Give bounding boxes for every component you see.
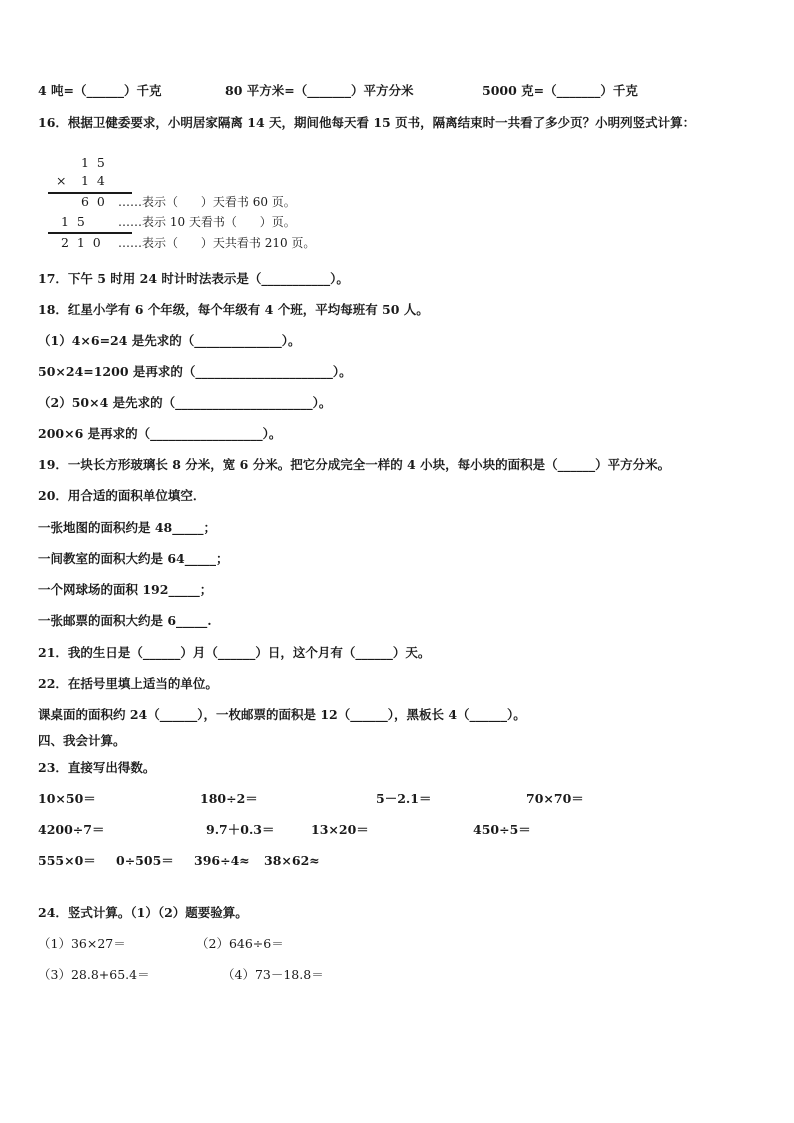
- calc-note-3: ……表示（ ）天共看书 210 页。: [118, 236, 316, 250]
- q17-question: 17．下午 5 时用 24 时计时法表示是（___________）。: [38, 271, 349, 286]
- calc-row-partial-1: 6 0: [81, 194, 105, 209]
- q22-question: 22．在括号里填上适当的单位。: [38, 676, 218, 691]
- calc-row-multiplier: 1 4: [81, 173, 105, 188]
- q16-question: 16．根据卫健委要求，小明居家隔离 14 天，期间他每天看 15 页书，隔离结束时一共看了多少页？小明列竖式计算：: [38, 115, 696, 130]
- q21-question: 21．我的生日是（______）月（______）日，这个月有（______）天。: [38, 645, 431, 660]
- calc-note-1: ……表示（ ）天看书 60 页。: [118, 195, 296, 209]
- q20-question: 20．用合适的面积单位填空．: [38, 488, 206, 503]
- calc-divider-line-2: [48, 232, 132, 234]
- q18-part2-followup: 200×6 是再求的（__________________）。: [38, 426, 282, 441]
- q24-item-2: （2）646÷6＝: [196, 936, 284, 951]
- q23-item: 180÷2＝: [200, 791, 258, 806]
- q24-item-3: （3）28.8+65.4＝: [38, 967, 150, 982]
- q18-part1-followup: 50×24=1200 是再求的（______________________）。: [38, 364, 352, 379]
- q23-item: 70×70＝: [526, 791, 584, 806]
- q23-item: 396÷4≈: [194, 853, 250, 868]
- q20-item-classroom: 一间教室的面积大约是 64_____；: [38, 551, 229, 566]
- q23-item: 38×62≈: [264, 853, 320, 868]
- q15-unit-conversion-c: 5000 克=（_______）千克: [482, 83, 638, 98]
- q20-item-map: 一张地图的面积约是 48_____；: [38, 520, 216, 535]
- q18-question: 18．红星小学有 6 个年级，每个年级有 4 个班，平均每班有 50 人。: [38, 302, 429, 317]
- calc-row-multiplicand: 1 5: [81, 155, 105, 170]
- calc-note-2: ……表示 10 天看书（ ）页。: [118, 215, 296, 229]
- q20-item-tennis-court: 一个网球场的面积 192_____；: [38, 582, 213, 597]
- q23-item: 0÷505＝: [116, 853, 174, 868]
- q23-question: 23．直接写出得数。: [38, 760, 156, 775]
- section-heading: 四、我会计算。: [38, 733, 126, 748]
- multiply-sign: ×: [56, 173, 67, 188]
- q18-part1: （1）4×6=24 是先求的（______________）。: [38, 333, 301, 348]
- q18-part2: （2）50×4 是先求的（______________________）。: [38, 395, 332, 410]
- calc-row-partial-2: 1 5: [61, 214, 85, 229]
- q15-unit-conversion-b: 80 平方米=（_______）平方分米: [225, 83, 414, 98]
- q23-item: 4200÷7＝: [38, 822, 105, 837]
- q20-item-stamp: 一张邮票的面积大约是 6_____.: [38, 613, 212, 628]
- q23-item: 13×20＝: [311, 822, 369, 837]
- q24-item-1: （1）36×27＝: [38, 936, 126, 951]
- q23-item: 555×0＝: [38, 853, 96, 868]
- q23-item: 10×50＝: [38, 791, 96, 806]
- q15-unit-conversion-a: 4 吨=（______）千克: [38, 83, 162, 98]
- q24-question: 24．竖式计算。（1）（2）题要验算。: [38, 905, 248, 920]
- q22-blanks: 课桌面的面积约 24（______），一枚邮票的面积是 12（______），黑板长 4（______）。: [38, 707, 526, 722]
- q23-item: 450÷5＝: [473, 822, 531, 837]
- q23-item: 9.7＋0.3＝: [206, 822, 275, 837]
- q23-item: 5－2.1＝: [376, 791, 432, 806]
- q24-item-4: （4）73－18.8＝: [222, 967, 324, 982]
- calc-row-result: 2 1 0: [61, 235, 101, 250]
- q19-question: 19．一块长方形玻璃长 8 分米，宽 6 分米。把它分成完全一样的 4 小块，每小块的面积是（______）平方分米。: [38, 457, 671, 472]
